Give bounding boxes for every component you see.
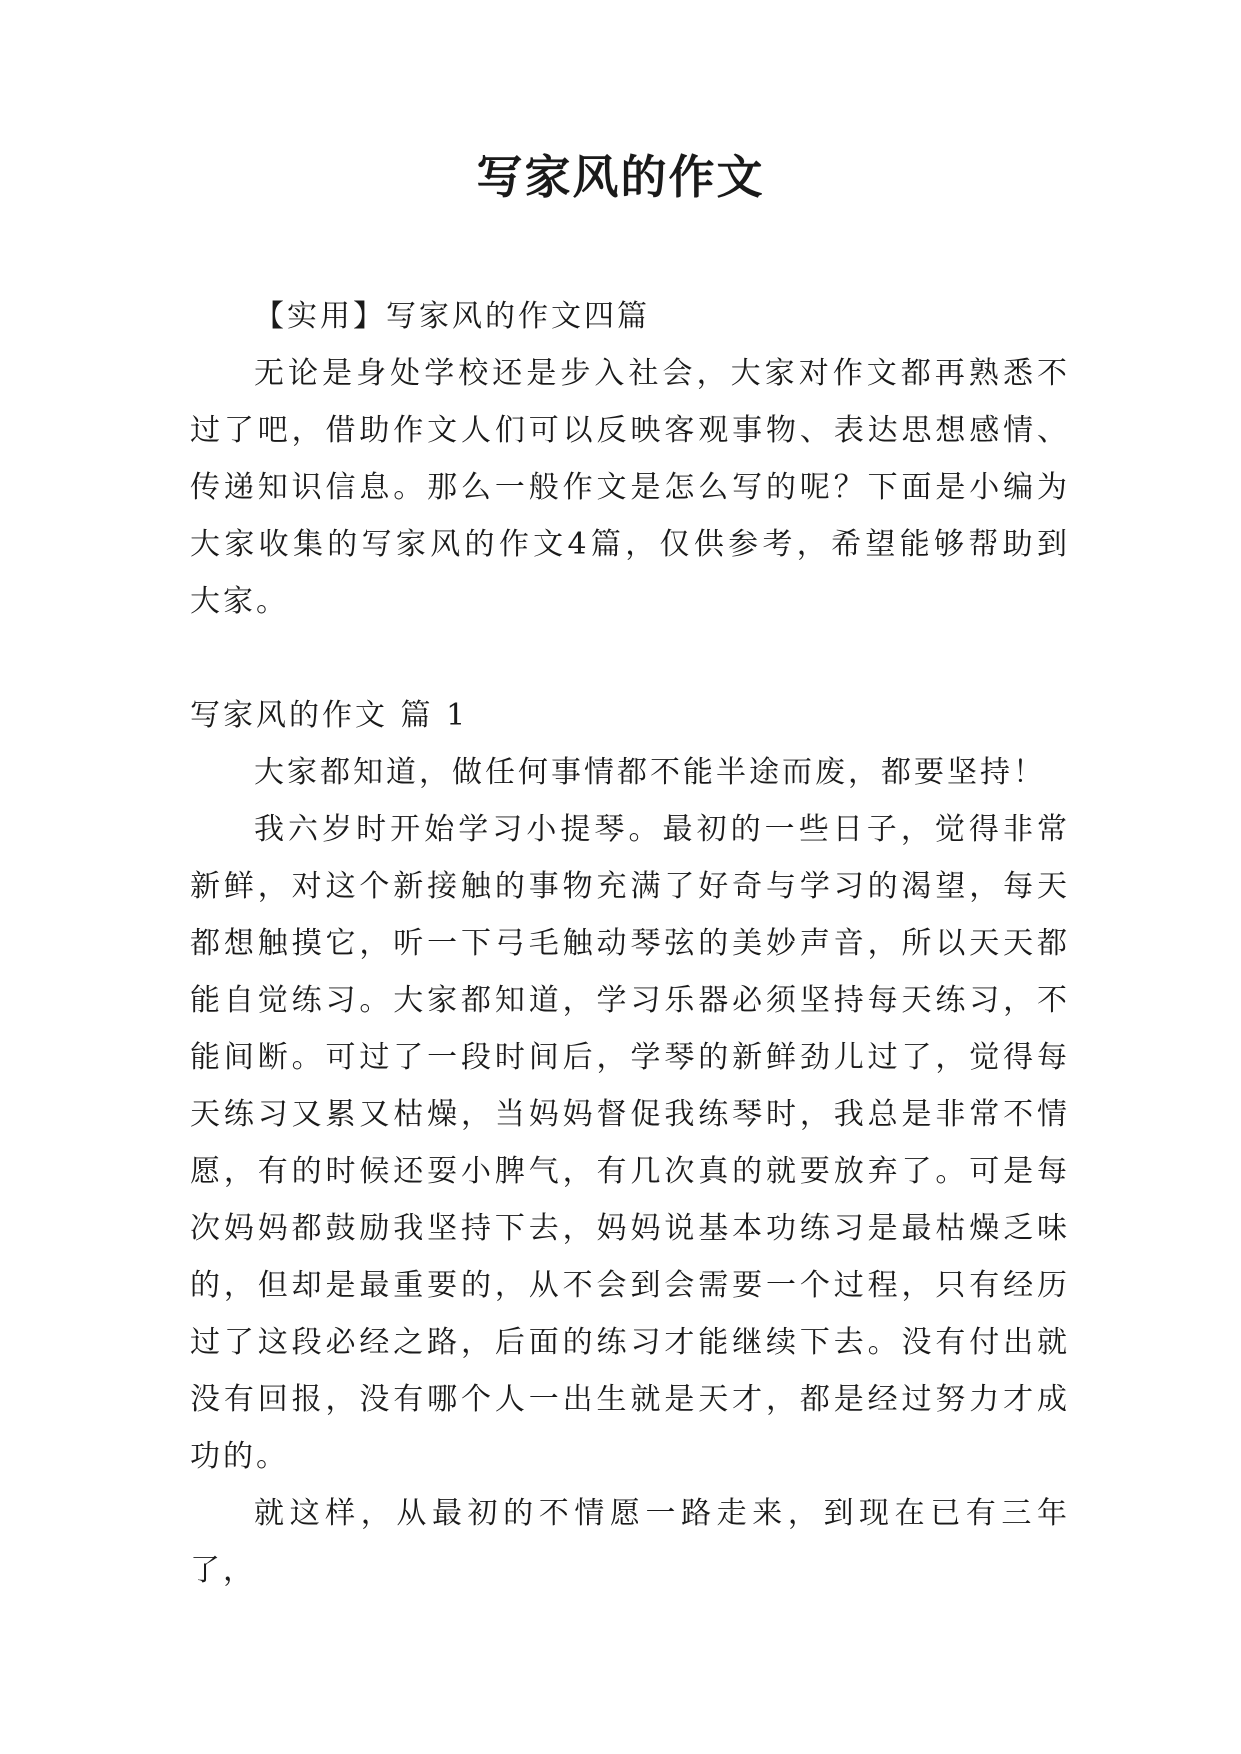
body-paragraph: 就这样，从最初的不情愿一路走来，到现在已有三年了，	[190, 1496, 1070, 1588]
section-heading: 写家风的作文 篇 1	[190, 698, 469, 733]
document-body	[190, 288, 1070, 1599]
page-title: 写家风的作文	[476, 150, 765, 204]
paragraph-gap	[190, 630, 1070, 687]
subtitle-paragraph: 【实用】写家风的作文四篇	[254, 299, 650, 334]
intro-paragraph: 无论是身处学校还是步入社会，大家对作文都再熟悉不过了吧，借助作文人们可以反映客观事物、表达思想感情、传递知识信息。那么一般作文是怎么写的呢？下面是小编为大家收集的写家风的作文4篇，仅供参考，希望能够帮助到大家。	[190, 356, 1070, 619]
body-paragraph: 大家都知道，做任何事情都不能半途而废，都要坚持！	[254, 755, 1046, 790]
body-paragraph: 我六岁时开始学习小提琴。最初的一些日子，觉得非常新鲜，对这个新接触的事物充满了好奇与学习的渴望，每天都想触摸它，听一下弓毛触动琴弦的美妙声音，所以天天都能自觉练习。大家都知道，学习乐器必须坚持每天练习，不能间断。可过了一段时间后，学琴的新鲜劲儿过了，觉得每天练习又累又枯燥，当妈妈督促我练琴时，我总是非常不情愿，有的时候还耍小脾气，有几次真的就要放弃了。可是每次妈妈都鼓励我坚持下去，妈妈说基本功练习是最枯燥乏味的，但却是最重要的，从不会到会需要一个过程，只有经历过了这段必经之路，后面的练习才能继续下去。没有付出就没有回报，没有哪个人一出生就是天才，都是经过努力才成功的。	[190, 812, 1070, 1474]
